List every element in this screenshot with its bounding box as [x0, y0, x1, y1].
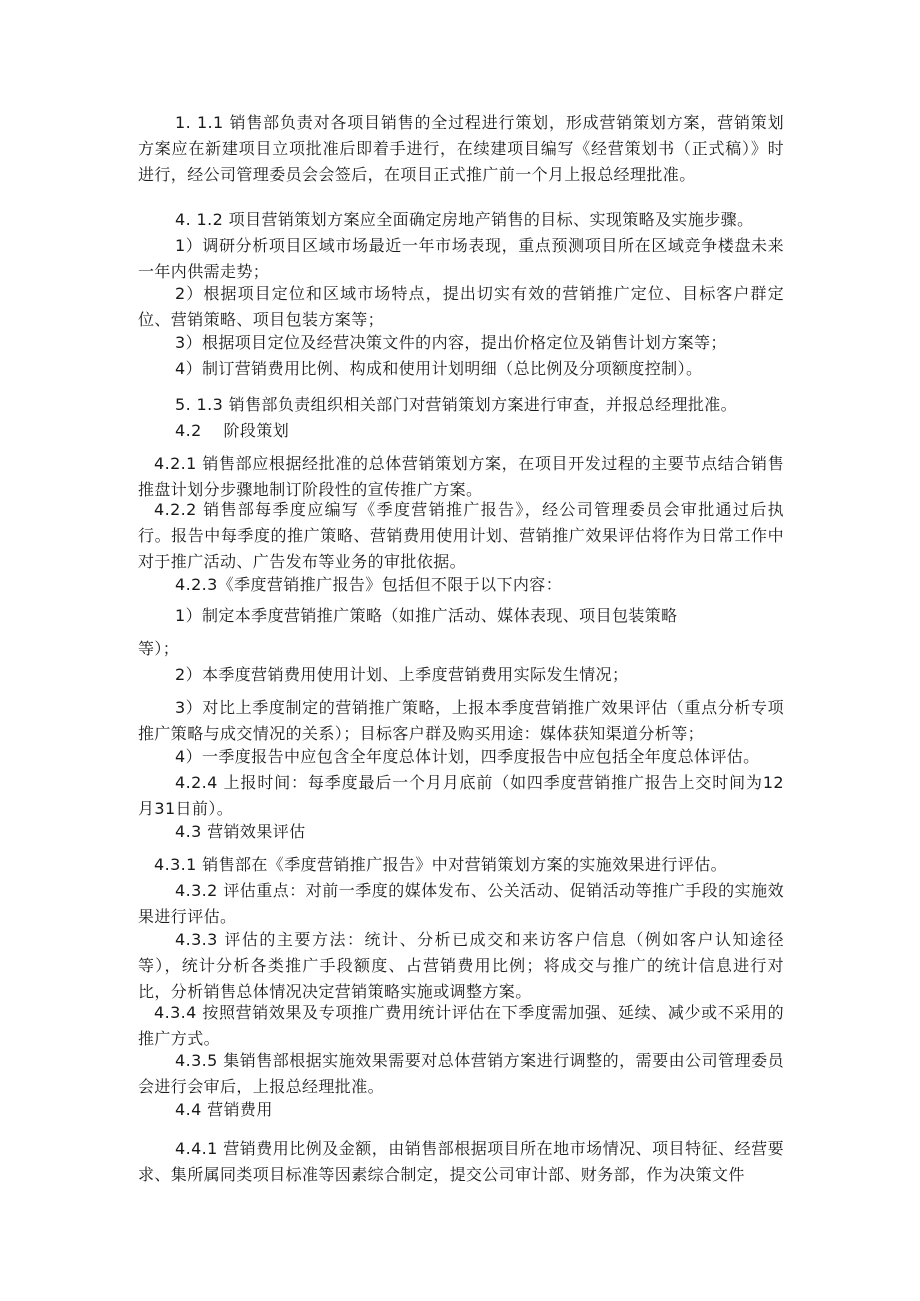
paragraph-4-4-1: 4.4.1 营销费用比例及金额，由销售部根据项目所在地市场情况、项目特征、经营要求、集所属同类项目标准等因素综合制定，提交公司审计部、财务部，作为决策文件: [138, 1139, 784, 1184]
paragraph-1-2: 4. 1.2 项目营销策划方案应全面确定房地产销售的目标、实现策略及实施步骤。: [175, 210, 754, 229]
list-item-1: 1）调研分析项目区域市场最近一年市场表现，重点预测项目所在区域竞争楼盘未来一年内供需走势；: [138, 236, 784, 281]
paragraph-4-3-2: 4.3.2 评估重点：对前一季度的媒体发布、公关活动、促销活动等推广手段的实施效果进行评估。: [138, 881, 784, 926]
list-item-4-2-3-3: 3）对比上季度制定的营销推广策略，上报本季度营销推广效果评估（重点分析专项推广策略与成交情况的关系）；目标客户群及购买用途：媒体获知渠道分析等；: [138, 698, 784, 743]
paragraph-4-3-4: 4.3.4 按照营销效果及专项推广费用统计评估在下季度需加强、延续、减少或不采用的推广方式。: [138, 1003, 784, 1048]
paragraph-4-2-2: 4.2.2 销售部每季度应编写《季度营销推广报告》，经公司管理委员会审批通过后执行。报告中每季度的推广策略、营销费用使用计划、营销推广效果评估将作为日常工作中对于推广活动、广告发布等业务的审批依据。: [138, 500, 784, 571]
list-item-4-2-3-1-cont: 等）；: [138, 639, 180, 658]
paragraph-4-3-3: 4.3.3 评估的主要方法：统计、分析已成交和来访客户信息（例如客户认知途径等），统计分析各类推广手段额度、占营销费用比例；将成交与推广的统计信息进行对比，分析销售总体情况决定营销策略实施或调整方案。: [138, 930, 784, 1001]
section-heading-4-2: 4.2 阶段策划: [175, 421, 290, 440]
paragraph-1-1-1: 1. 1.1 销售部负责对各项目销售的全过程进行策划，形成营销策划方案，营销策划方案应在新建项目立项批准后即着手进行，在续建项目编写《经营策划书（正式稿）》时进行，经公司管理委员会会签后，在项目正式推广前一个月上报总经理批准。: [138, 113, 784, 184]
paragraph-1-3: 5. 1.3 销售部负责组织相关部门对营销策划方案进行审查，并报总经理批准。: [175, 395, 738, 414]
section-heading-4-3: 4.3 营销效果评估: [175, 822, 306, 841]
paragraph-4-3-5: 4.3.5 集销售部根据实施效果需要对总体营销方案进行调整的，需要由公司管理委员会进行会审后，上报总经理批准。: [138, 1051, 784, 1096]
paragraph-4-3-1: 4.3.1 销售部在《季度营销推广报告》中对营销策划方案的实施效果进行评估。: [154, 855, 727, 874]
section-heading-4-4: 4.4 营销费用: [175, 1100, 273, 1119]
paragraph-4-2-4: 4.2.4 上报时间：每季度最后一个月月底前（如四季度营销推广报告上交时间为12月31日前）。: [138, 773, 784, 818]
paragraph-4-2-1: 4.2.1 销售部应根据经批准的总体营销策划方案，在项目开发过程的主要节点结合销售推盘计划分步骤地制订阶段性的宣传推广方案。: [138, 454, 784, 499]
list-item-4-2-3-2: 2）本季度营销费用使用计划、上季度营销费用实际发生情况；: [175, 665, 629, 684]
list-item-2: 2）根据项目定位和区域市场特点，提出切实有效的营销推广定位、目标客户群定位、营销策略、项目包装方案等；: [138, 284, 784, 329]
paragraph-4-2-3: 4.2.3《季度营销推广报告》包括但不限于以下内容：: [175, 575, 563, 594]
list-item-4: 4）制订营销费用比例、构成和使用计划明细（总比例及分项额度控制）。: [175, 359, 703, 378]
list-item-3: 3）根据项目定位及经营决策文件的内容，提出价格定位及销售计划方案等；: [175, 333, 727, 352]
list-item-4-2-3-4: 4）一季度报告中应包含全年度总体计划，四季度报告中应包括全年度总体评估。: [175, 747, 760, 766]
list-item-4-2-3-1: 1）制定本季度营销推广策略（如推广活动、媒体表现、项目包装策略: [175, 606, 678, 625]
